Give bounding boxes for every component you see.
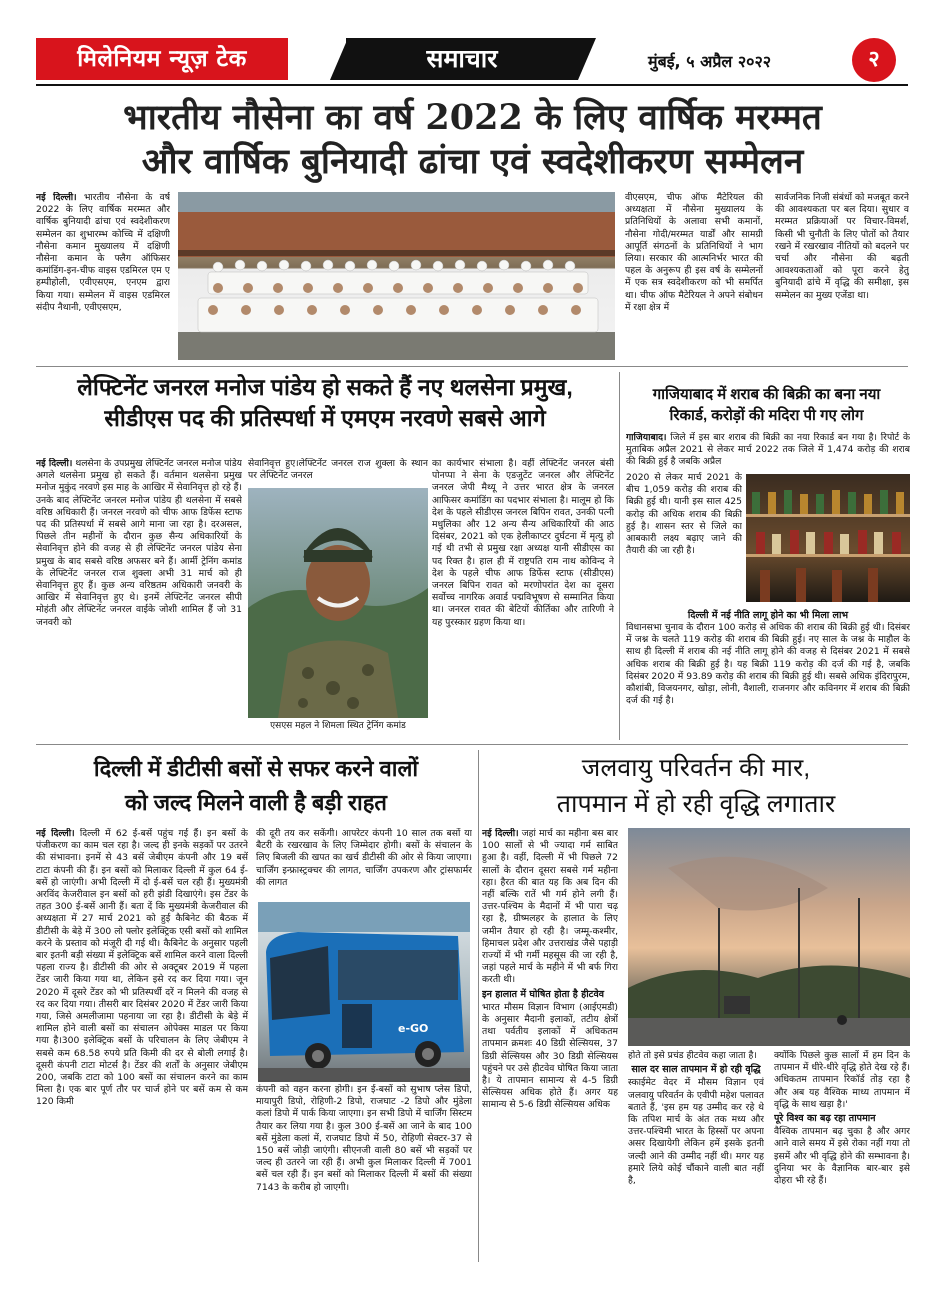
vertical-divider (619, 372, 620, 740)
story3-intro-text: जिले में इस बार शराब की बिक्री का नया रिकार्ड बन गया है। रिपोर्ट के मुताबिक अप्रैल 2021 से लेकर मार्च 2022 तक जिले में 1,474 करोड़ की शराब की बिक्री हुई है जबकि अप्रैल (626, 432, 910, 468)
story5-text-2: होते तो इसे प्रचंड हीटवेव कहा जाता है। (628, 1050, 757, 1061)
story1-text-1: भारतीय नौसेना के वर्ष 2022 के लिए वार्षिक मरम्मत और वार्षिक बुनियादी ढांचा एवं स्वदेशीकरण सम्मेलन का शुभारम्भ कोच्चि में दक्षिणी नौसेना कमान मुख्यालय में दक्षिणी नौसेना कमान के फ्लैग ऑफिसर कमांडिंग-इन-चीफ वाइस एडमिरल एम ए हम्पीहोली, एवीएसएम, एनएम द्वारा किया गया। सम्मेलन में वाइस एडमिरल संदीप नैथानी, एवीएसएम, (36, 192, 170, 313)
story4-text-1: दिल्ली में 62 ई-बसें पहुंच गई हैं। इन बसों के पंजीकरण का काम चल रहा है। जल्द ही इनके सड़कों पर उतरने की संभावना। इनमें से 43 बसें जेबीएम कंपनी और 19 बसें टाटा कंपनी की हैं। इन बसों को मिलाकर दिल्ली में कुल 64 ई-बसें हो जाएंगी। अभी दिल्ली में दो ई-बसें चल रही हैं। मुख्यमंत्री अरविंद केजरीवाल इन बसों को हरी झंडी दिखाएंगे। इस टेंडर के तहत 300 ई-बसें आनी हैं। बता दें कि मुख्यमंत्री केजरीवाल की अध्यक्षता में 27 मार्च 2021 को हुई कैबिनेट की बैठक में डीटीसी के बेड़े में 300 लो फ्लोर इलेक्ट्रिक एसी बसों को शामिल करने के प्रस्ताव को मंजूरी दी गई थी। कैबिनेट के अनुसार पहली बार इतनी बड़ी संख्या में इलेक्ट्रिक बसें शामिल करने वाला दिल्ली पहला राज्य है। डीटीसी की ओर से अक्टूबर 2019 में पहला टेंडर जारी किया गया था, लेकिन इसे रद कर दिया गया। जून 2020 में दूसरे टेंडर को भी प्रतिस्पर्धी दरें न मिलने की वजह से रद कर दिया गया। तीसरी बार दिसंबर 2020 में टेंडर जारी किया गया, जिसे अमलीजामा पहनाया जा रहा है। डीटीसी के बेड़े में शामिल होने वाली बसों का संचालन ओपेक्स माडल पर किया गया है।300 इलेक्ट्रिक बसों के परिचालन के लिए जेबीएम ने सबसे कम 68.58 रुपये प्रति किमी की दर से बोली लगाई है। दूसरी कंपनी टाटा मोटर्स है। टेंडर की शर्तों के अनुसार जेबीएम 200, जबकि टाटा को 100 बसों का संचालन करने का काम मिला है। एक बार पूर्ण तौर पर चार्ज होने पर बसें कम से कम 120 किमी (36, 828, 248, 1108)
general-portrait-graphic (248, 488, 428, 718)
story3-headline (624, 384, 909, 426)
story3-headline-line1: गाजियाबाद में शराब की बिक्री का बना नया (652, 386, 881, 403)
edition-date: मुंबई, ५ अप्रैल २०२२ (648, 52, 772, 71)
section-banner-edge-right (578, 38, 596, 80)
story2-text-2: सेवानिवृत्त हुए।लेफ्टिनेंट जनरल राज शुक्ला के स्थान पर लेफ्टिनेंट जनरल (248, 458, 428, 482)
story3-intro (626, 432, 910, 470)
story4-dateline: नई दिल्ली। (36, 828, 75, 839)
story1-headline-line1: भारतीय नौसेना का वर्ष 2022 के लिए वार्षिक मरम्मत (123, 97, 822, 138)
story5-headline (482, 750, 910, 822)
story5-subhead-1: इन हालात में घोषित होता है हीटवेव (482, 988, 605, 1000)
story5-column-3 (774, 1050, 910, 1262)
navy-group-photo-graphic (178, 192, 615, 360)
story5-text-1b: भारत मौसम विज्ञान विभाग (आईएमडी) के अनुसार मैदानी इलाकों, तटीय क्षेत्रों तथा पर्वतीय इलाकों में अधिकतम तापमान क्रमशः 40 डिग्री सेल्सियस, 37 डिग्री सेल्सियस और 30 डिग्री सेल्सियस पहुंचने पर उसे हीटवेव घोषित किया जाता है। ये तापमान सामान्य से 4-5 डिग्री सेल्सियस अधिक होते हैं। अगर यह सामान्य से 5-6 डिग्री सेल्सियस अधिक (482, 1001, 618, 1111)
liquor-shelves-graphic (746, 474, 910, 602)
story4-text-2-top: की दूरी तय कर सकेंगी। आपरेटर कंपनी 10 साल तक बसों या बैटरी के रखरखाव के लिए जिम्मेदार होगी। बसों के संचालन के लिए बिजली की खपत का खर्च डीटीसी की ओर से किया जाएगा। चार्जिंग इन्फ्रास्ट्रक्चर की लागत, चार्जिंग उपकरण और ट्रांसफार्मर की लागत (256, 828, 472, 888)
story4-headline-line2: को जल्द मिलने वाली है बड़ी राहत (125, 790, 387, 815)
story1-text-3: वीएसएम, चीफ ऑफ मैटेरियल की अध्यक्षता में नौसेना मुख्यालय के प्रतिनिधियों के अलावा सभी कमानों, नौसेना गोदी/मरम्मत यार्डों और सामग्री आपूर्ति संगठनों के प्रतिनिधियों ने भाग लिया। सरकार की आत्मनिर्भर भारत की पहल के अनुरूप ही इस वर्ष के सम्मेलनों में एक सत्र स्वदेशीकरण को भी समर्पित था। चीफ ऑफ मैटेरियल ने अपने संबोधन में रक्षा क्षेत्र में (625, 192, 763, 313)
story5-subhead-3: पूरे विश्व का बढ़ रहा तापमान (774, 1113, 876, 1125)
story2-headline-line1: लेफ्टिनेंट जनरल मनोज पांडेय हो सकते हैं नए थलसेना प्रमुख, (77, 374, 573, 400)
story5-headline-line2: तापमान में हो रही वृद्धि लगातार (556, 790, 836, 818)
story5-headline-line1: जलवायु परिवर्तन की मार, (581, 754, 811, 782)
story5-dateline: नई दिल्ली। (482, 828, 519, 839)
story5-text-3: क्योंकि पिछले कुछ सालों में हम दिन के तापमान में धीरे-धीरे वृद्धि होते देख रहे हैं। अधिकतम तापमान रिकॉर्ड तोड़ रहा है और अब यह वैश्विक माध्य तापमान में वृद्धि के साथ खड़ा है।' (774, 1050, 910, 1110)
page-number-badge: २ (852, 38, 896, 82)
story1-column-3 (625, 192, 763, 360)
story3-side-text: 2020 से लेकर मार्च 2021 के बीच 1,059 करोड़ की शराब की बिक्री हुई थी। यानी इस साल 425 करोड़ की अधिक शराब की बिक्री हुई है। शासन स्तर से जिले का आबकारी लक्ष्य बढ़ाए जाने की तैयारी की जा रही है। (626, 472, 742, 557)
liquor-shop-photo (746, 474, 910, 602)
story2-headline-line2: सीडीएस पद की प्रतिस्पर्धा में एमएम नरवणे सबसे आगे (104, 405, 546, 431)
sky-heat-graphic (628, 828, 910, 1046)
vertical-divider (478, 750, 479, 1262)
story1-headline-line2: और वार्षिक बुनियादी ढांचा एवं स्वदेशीकरण सम्मेलन (141, 141, 804, 182)
story2-column-1 (36, 458, 242, 734)
story3-dateline: गाजियाबाद। (626, 432, 667, 443)
story2-dateline: नई दिल्ली। (36, 458, 73, 469)
story1-headline (30, 96, 915, 184)
story2-text-1: थलसेना के उपप्रमुख लेफ्टिनेंट जनरल मनोज पांडेय अगले थलसेना प्रमुख हो सकते हैं। वर्तमान थलसेना प्रमुख मनोज मुकुंद नरवणे इस माह के आखिर में सेवानिवृत्त हो रहे हैं। उनके बाद लेफ्टिनेंट जनरल मनोज पांडेय ही थलसेना में सबसे वरिष्ठ अधिकारी हैं। जनरल नरवणे को चीफ आफ डिफेंस स्टाफ पद की प्रतिस्पर्धा में सबसे आगे माना जा रहा है। दरअसल, पिछले तीन महीनों के दौरान कुछ सैन्य अधिकारियों के सेवानिवृत्त होने की वजह से ही लेफ्टिनेंट जनरल पांडेय सेना प्रमुख के बाद सबसे वरिष्ठ अफसर बने हैं। आर्मी ट्रेनिंग कमांड के लेफ्टिनेंट जनरल राज शुक्ला अभी 31 मार्च को ही सेवानिवृत्त हुए हैं। कुछ अन्य वरिष्ठतम अधिकारी जनवरी के आखिर में सेवानिवृत्त हुए थे। इनमें लेफ्टिनेंट जनरल सीपी मोहंती और लेफ्टिनेंट जनरल वाईके जोशी शामिल हैं जो 31 जनवरी को (36, 458, 242, 628)
electric-bus-photo (258, 902, 470, 1082)
story2-text-3: का कार्यभार संभाला है। वहीं लेफ्टिनेंट जनरल बंसी पोनप्पा ने सेना के एडजुटेंट जनरल और लेफ्टिनेंट जनरल जेपी मैथ्यू ने उत्तर भारत क्षेत्र के जनरल आफिसर कमांडिंग का पदभार संभाला है। मालूम हो कि देश के पहले सीडीएस जनरल बिपिन रावत, उनकी पत्नी मधुलिका और 12 अन्य सैन्य अधिकारियों की आठ दिसंबर, 2021 को एक हेलीकाप्टर दुर्घटना में मृत्यु हो गई थी तभी से प्रमुख रक्षा अध्यक्ष यानी सीडीएस का पद रिक्त है। हाल ही में राष्ट्रपति राम नाथ कोविन्द ने देश के पहले चीफ आफ डिफेंस स्टाफ (सीडीएस) जनरल बिपिन रावत को मरणोपरांत देश का दूसरा सर्वोच्च नागरिक अवार्ड पद्मविभूषण से सम्मानित किया था। जनरल रावत की बेटियों कीर्तिका और तारिणी ने यह पुरस्कार ग्रहण किया था। (432, 458, 614, 628)
story5-text-3b: वैश्विक तापमान बढ़ चुका है और अगर आने वाले समय में इसे रोका नहीं गया तो इसमें और भी वृद्धि होने की सम्भावना है। दुनिया भर के वैज्ञानिक बार-बार इसे दोहरा भी रहे हैं। (774, 1126, 910, 1187)
story4-column-1 (36, 828, 248, 1262)
story5-column-1 (482, 828, 618, 1262)
masthead-rule (36, 84, 908, 86)
story5-subhead-2: साल दर साल तापमान में हो रही वृद्धि (631, 1064, 761, 1076)
story1-column-1 (36, 192, 170, 360)
story1-dateline: नई दिल्ली। (36, 192, 77, 203)
bus-brand-label: e-GO (398, 1022, 429, 1035)
general-portrait-photo (248, 488, 428, 718)
story2-column-2 (248, 458, 428, 484)
masthead-title: मिलेनियम न्यूज़ टेक (36, 38, 288, 80)
story2-column-3 (432, 458, 614, 734)
story3-headline-line2: रिकार्ड, करोड़ों की मदिरा पी गए लोग (669, 407, 864, 424)
story5-text-2b: स्काईमेट वेदर में मौसम विज्ञान एवं जलवायु परिवर्तन के एवीपी महेश पलावत बताते हैं, 'इस हम यह उम्मीद कर रहे थे कि तपिश मार्च के अंत तक मध्य और उत्तर-पश्चिमी भारत के हिस्सों पर अपना असर दिखायेगी लेकिन हमें इसके इतनी जल्दी आने की उम्मीद नहीं थी। मगर यह हमारे लिये कोई चौंकाने वाली बात नहीं है, (628, 1077, 764, 1187)
story4-text-2-bottom: कंपनी को वहन करना होगी। इन ई-बसों को सुभाष प्लेस डिपो, मायापुरी डिपो, रोहिणी-2 डिपो, राजघाट -2 डिपो और मुंडेला कलां डिपो में पार्क किया जाएगा। इन सभी डिपो में चार्जिंग सिस्टम तैयार कर लिया गया है। कुल 300 ई-बसें आ जाने के बाद 100 बसें मुंडेला कलां में, राजघाट डिपो में 50, रोहिणी सेक्टर-37 से 150 बसें जोड़ी जाएंगी। सीएनजी वाली 80 बसें भी सड़कों पर जल्द ही उतरने जा रही हैं। अभी कुल मिलाकर दिल्ली में 7001 बसें चल रही हैं। इन बसों को मिलाकर दिल्ली में बसों की संख्या 7143 के करीब हो जाएगी। (256, 1084, 472, 1193)
electric-bus-graphic (258, 902, 470, 1082)
section-label: समाचार (346, 38, 578, 80)
story5-column-2 (628, 1050, 764, 1262)
sky-heat-photo (628, 828, 910, 1046)
story3-side-column (626, 472, 742, 604)
divider (36, 744, 908, 745)
divider (36, 366, 908, 367)
story4-column-2-bottom (256, 1084, 472, 1262)
navy-group-photo (178, 192, 615, 360)
story3-subhead: दिल्ली में नई नीति लागू होने का भी मिला लाभ (687, 610, 849, 621)
story1-text-4: सार्वजनिक निजी संबंधों को मजबूत करने की आवश्यकता पर बल दिया। सुधार व मरम्मत प्रक्रियाओं पर विचार-विमर्श, किसी भी चुनौती के लिए पोतों को तैयार रखने में रखरखाव नीतियों को बदलने पर चर्चा और नौसेना की बढ़ती आवश्यकताओं को पूरा करने हेतु बुनियादी ढांचे में वृद्धि की समीक्षा, इस सम्मेलन का मुख्य एजेंडा था। (775, 192, 909, 301)
story3-body (626, 622, 910, 734)
story2-headline (36, 372, 614, 434)
story1-column-4 (775, 192, 909, 360)
story3-body-text: विधानसभा चुनाव के दौरान 100 करोड़ से अधिक की शराब की बिक्री हुई थी। दिसंबर में जश्न के चलते 119 करोड़ की शराब की बिक्री हुई। नए साल के जश्न के माहौल के साथ ही दिल्ली में शराब की नई नीति लागू होने की वजह से दिसंबर 2021 में सबसे अधिक शराब की बिक्री हुई है। यह बिक्री 119 करोड़ की दर्ज की गई है, जबकि दिसंबर 2020 में 93.89 करोड़ की शराब की बिक्री हुई थी। सबसे अधिक इंदिरापुरम, कौशांबी, विजयनगर, खोड़ा, लोनी, वैशाली, राजनगर और कविनगर में शराब की बिक्री दर्ज की गई है। (626, 622, 910, 707)
general-photo-caption: एसएस महल ने शिमला स्थित ट्रेनिंग कमांड (270, 721, 406, 731)
story5-text-1: जहां मार्च का महीना बस बार 100 सालों से भी ज्यादा गर्म साबित हुआ है। वहीं, दिल्ली में भी पिछले 72 सालों के दौरान दूसरा सबसे गर्म महीना रहा। हैरत की बात यह कि अब दिन की नहीं बल्कि रातें भी गर्म होने लगी हैं। उत्तर-पश्चिम के मैदानों में भी पारा चढ़ रहा है, ग्रीष्मलहर के हालात के लिए जमीन तैयार हो रही है। जम्मू-कश्मीर, हिमाचल प्रदेश और उत्तराखंड जैसे पहाड़ी राज्यों में भी गर्मी महसूस की जा रही है, जहां पहले मार्च के महीने में भी बर्फ गिरा करती थी। (482, 828, 618, 986)
story4-headline (36, 752, 476, 820)
story4-column-2-top (256, 828, 472, 900)
story4-headline-line1: दिल्ली में डीटीसी बसों से सफर करने वालों (93, 756, 419, 781)
